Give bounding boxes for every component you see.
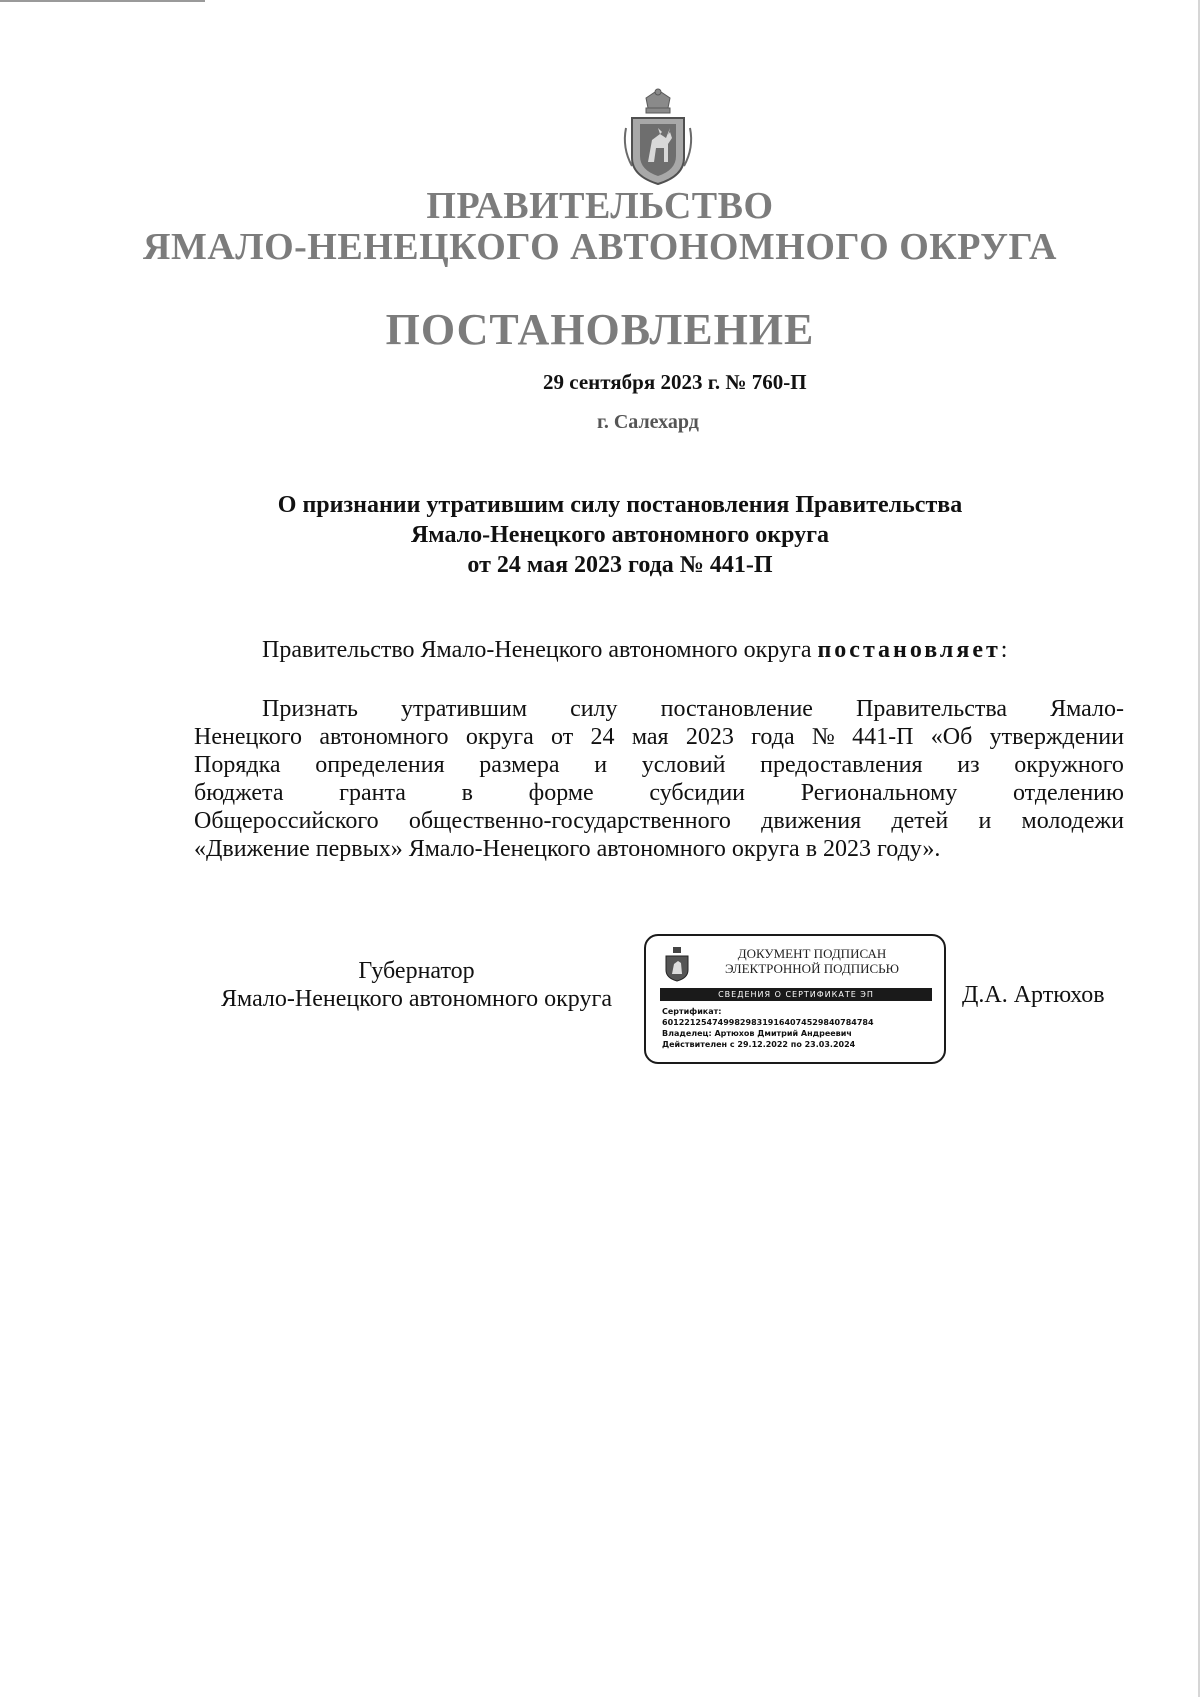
body-word: и [594,752,608,778]
stamp-title-line: ДОКУМЕНТ ПОДПИСАН [737,946,887,961]
stamp-title-line: ЭЛЕКТРОННОЙ ПОДПИСЬЮ [725,961,899,976]
subject-line: О признании утратившим силу постановления Правительства [277,492,963,518]
body-line [194,751,1124,779]
region-title: ЯМАЛО-НЕНЕЦКОГО АВТОНОМНОГО ОКРУГА [143,226,1057,268]
body-word: гранта [339,780,406,806]
body-word: движения [761,808,862,834]
body-word: размера [479,752,560,778]
body-word: Правительства [856,696,1008,722]
body-word: Признать [262,696,358,722]
signer-position-line: Губернатор [358,958,475,984]
body-word: форме [528,780,594,806]
stamp-certificate-bar: СВЕДЕНИЯ О СЕРТИФИКАТЕ ЭП [660,988,932,1001]
preamble-text: Правительство Ямало-Ненецкого автономного округа [262,637,818,663]
subject-line: Ямало-Ненецкого автономного округа [410,522,830,548]
body-line [194,723,1124,751]
body-word: предоставления [760,752,923,778]
body-word: утратившим [401,696,528,722]
body-word: постановление [660,696,813,722]
document-city: г. Салехард [597,411,699,433]
scan-edge [0,0,205,2]
stamp-title [698,946,926,976]
stamp-validity: Действителен с 29.12.2022 по 23.03.2024 [662,1040,856,1049]
body-word: условий [641,752,726,778]
body-word: 2023 [685,724,734,750]
signer-position-line: Ямало-Ненецкого автономного округа [221,986,612,1012]
body-word: молодежи [1021,808,1124,834]
body-word: утверждении [989,724,1124,750]
body-line [194,807,1124,835]
body-word: из [957,752,980,778]
body-word: силу [570,696,618,722]
body-word: 24 [590,724,615,750]
stamp-certificate-label: Сертификат: [662,1007,722,1016]
preamble [262,637,1007,664]
body-word: от [551,724,574,750]
body-word: бюджета [194,780,284,806]
body-word: автономного [319,724,449,750]
government-title: ПРАВИТЕЛЬСТВО [426,185,774,227]
body-line [194,779,1124,807]
body-word: субсидии [649,780,746,806]
stamp-certificate-number: 60122125474998298319164074529840784784 [662,1018,874,1027]
signer-name: Д.А. Артюхов [962,982,1105,1008]
preamble-keyword: постановляет [817,637,1001,663]
body-word: Региональному [800,780,958,806]
body-word: отделению [1012,780,1124,806]
body-word: Общероссийского [194,808,379,834]
electronic-signature-stamp [644,934,946,1064]
coat-of-arms-icon [616,88,700,188]
resolution-body [194,695,1124,863]
body-line [194,695,1124,723]
body-word: «Об [930,724,973,750]
stamp-certificate-info [662,1006,874,1050]
signer-position [194,957,639,1013]
body-word: окружного [1014,752,1124,778]
body-word: и [978,808,992,834]
body-word: общественно-государственного [408,808,731,834]
body-word: 441-П [852,724,914,750]
body-word: года [751,724,795,750]
body-line [194,835,1124,863]
body-word: № [811,724,835,750]
body-word: Порядка [194,752,281,778]
stamp-owner: Владелец: Артюхов Дмитрий Андреевич [662,1029,852,1038]
document-type-title: ПОСТАНОВЛЕНИЕ [385,305,815,354]
body-word: «Движение первых» Ямало-Ненецкого автономного округа в 2023 году». [194,836,941,862]
body-word: детей [891,808,949,834]
document-subject [170,490,1070,580]
subject-line: от 24 мая 2023 года № 441-П [467,552,773,578]
body-word: определения [315,752,445,778]
coat-of-arms-icon [662,946,692,982]
document-date-number: 29 сентября 2023 г. № 760-П [543,370,807,394]
body-word: в [461,780,473,806]
body-word: Ненецкого [194,724,303,750]
body-word: мая [631,724,669,750]
preamble-suffix: : [1000,637,1008,663]
body-word: округа [465,724,534,750]
body-word: Ямало- [1050,696,1124,722]
